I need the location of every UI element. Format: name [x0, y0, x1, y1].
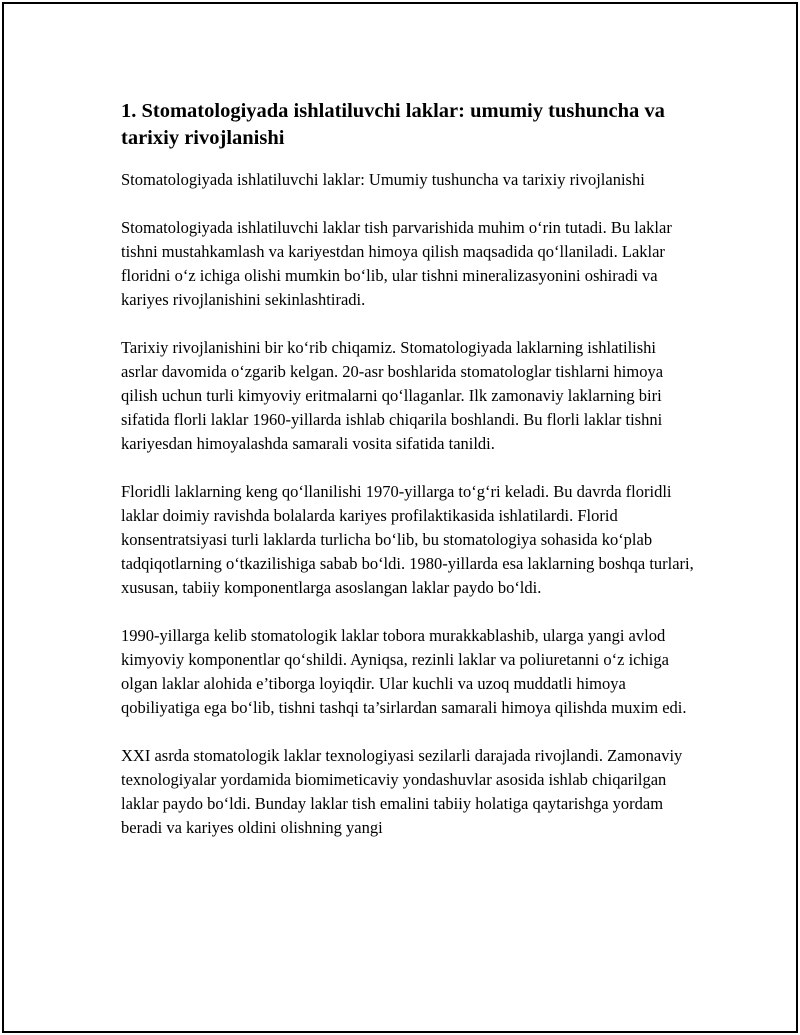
paragraph-5: XXI asrda stomatologik laklar texnologiyasi sezilarli darajada rivojlandi. Zamonaviy texnologiyalar yordamida biomimeticaviy yondashuvlar asosida ishlab chiqarilgan laklar paydo bo‘ldi. Bunday laklar tish emalini tabiiy holatiga qaytarishga yordam beradi va kariyes oldini olishning yangi: [121, 746, 683, 837]
document-body: [121, 98, 696, 840]
section-subtitle: Stomatologiyada ishlatiluvchi laklar: Umumiy tushuncha va tarixiy rivojlanishi: [121, 170, 645, 189]
section-heading: 1. Stomatologiyada ishlatiluvchi laklar: umumiy tushuncha va tarixiy rivojlanishi: [121, 100, 665, 149]
paragraph-2: Tarixiy rivojlanishini bir ko‘rib chiqamiz. Stomatologiyada laklarning ishlatilishi asrlar davomida o‘zgarib kelgan. 20-asr boshlarida stomatologlar tishlarni himoya qilish uchun turli kimyoviy eritmalarni qo‘llaganlar. Ilk zamonaviy laklarning biri sifatida florli laklar 1960-yillarda ishlab chiqarila boshlandi. Bu florli laklar tishni kariyesdan himoyalashda samarali vosita sifatida tanildi.: [121, 338, 664, 453]
document-page: [2, 2, 798, 1033]
paragraph-4: 1990-yillarga kelib stomatologik laklar tobora murakkablashib, ularga yangi avlod kimyoviy komponentlar qo‘shildi. Ayniqsa, rezinli laklar va poliuretanni o‘z ichiga olgan laklar alohida e’tiborga loyiqdir. Ular kuchli va uzoq muddatli himoya qobiliyatiga ega bo‘lib, tishni tashqi ta’sirlardan samarali himoya qilishda muxim edi.: [121, 626, 687, 717]
paragraph-3: Floridli laklarning keng qo‘llanilishi 1970-yillarga to‘g‘ri keladi. Bu davrda floridli laklar doimiy ravishda bolalarda kariyes profilaktikasida ishlatilardi. Florid konsentratsiyasi turli laklarda turlicha bo‘lib, bu stomatologiya sohasida ko‘plab tadqiqotlarning o‘tkazilishiga sabab bo‘ldi. 1980-yillarda esa laklarning boshqa turlari, xususan, tabiiy komponentlarga asoslangan laklar paydo bo‘ldi.: [121, 482, 694, 597]
paragraph-1: Stomatologiyada ishlatiluvchi laklar tish parvarishida muhim o‘rin tutadi. Bu laklar tishni mustahkamlash va kariyestdan himoya qilish maqsadida qo‘llaniladi. Laklar floridni o‘z ichiga olishi mumkin bo‘lib, ular tishni mineralizasyonini oshiradi va kariyes rivojlanishini sekinlashtiradi.: [121, 218, 672, 309]
